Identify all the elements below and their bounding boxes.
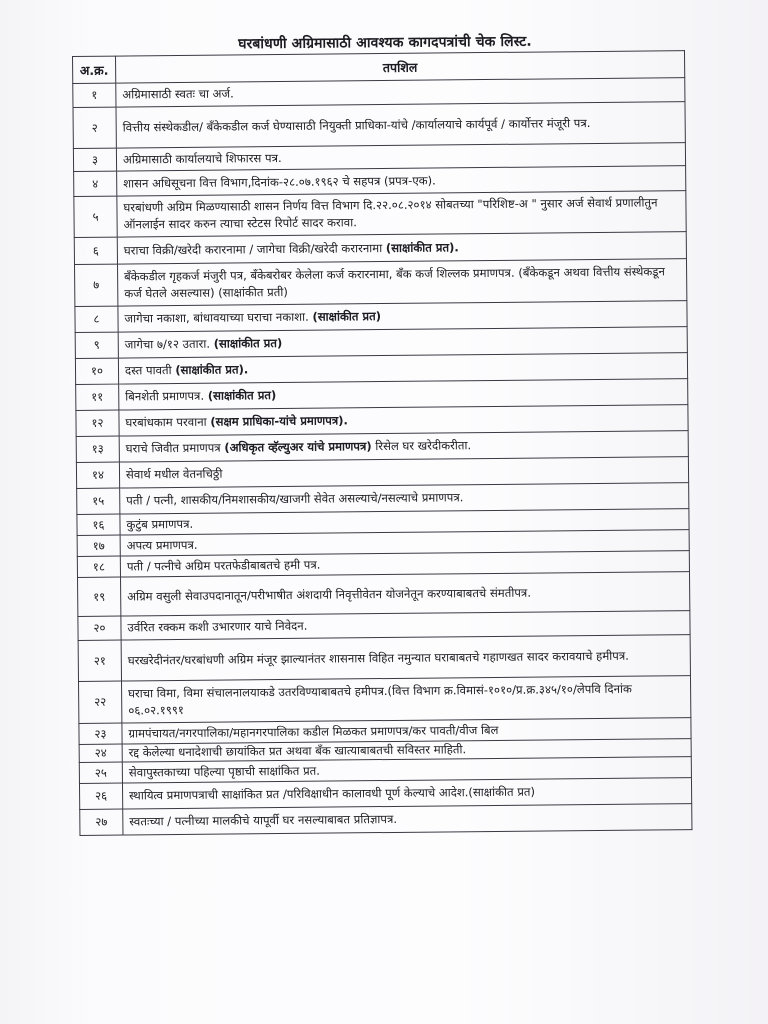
- table-row: [78, 572, 690, 617]
- table-row: [78, 635, 690, 682]
- row-serial-number: ६: [74, 237, 117, 264]
- row-serial-number: ३: [73, 148, 116, 171]
- row-serial-number: ९: [75, 332, 118, 358]
- row-attestation-note: (साक्षांकीत प्रत).: [385, 239, 459, 255]
- row-detail-text: शासन अधिसूचना वित्त विभाग,दिनांक-२८.०७.१९६२ चे सहपत्र (प्रपत्र-एक).: [123, 173, 436, 191]
- row-attestation-note: (साक्षांकीत प्रत): [207, 388, 277, 403]
- row-detail-text: बँकेकडील गृहकर्ज मंजुरी पत्र, बँकेबरोबर केलेला कर्ज करारनामा, बँक कर्ज शिल्लक प्रमाणपत्र. (बँकेकडून अथवा वित्तीय संस्थेकडून कर्ज घेतले असल्यास) (साक्षांकीत प्रती): [124, 263, 665, 301]
- row-detail-text: स्थायित्व प्रमाणपत्राची साक्षांकित प्रत /परिविक्षाधीन कालावधी पूर्ण केल्याचे आदेश.(साक्षांकीत प्रत): [129, 784, 536, 803]
- row-serial-number: १८: [77, 556, 120, 577]
- row-attestation-note: (अधिकृत व्हॅल्युअर यांचे प्रमाणपत्र): [224, 439, 372, 455]
- row-serial-number: १६: [77, 514, 120, 535]
- row-attestation-note: (साक्षांकीत प्रत): [312, 309, 382, 324]
- row-serial-number: २७: [80, 809, 123, 835]
- row-serial-number: १५: [77, 488, 120, 514]
- row-serial-number: २१: [78, 640, 121, 681]
- row-serial-number: ४: [74, 171, 117, 196]
- checklist-table: [72, 50, 692, 836]
- row-attestation-note: (साक्षांकीत प्रत).: [175, 362, 249, 378]
- table-row: [80, 804, 692, 836]
- row-detail-text: दस्त पावती: [124, 363, 172, 378]
- row-serial-number: १४: [76, 462, 119, 488]
- row-detail-text: घराचा विक्री/खरेदी करारनामा / जागेचा विक्री/खरेदी करारनामा: [123, 240, 383, 258]
- row-detail-text: जागेचा ७/१२ उतारा.: [124, 336, 211, 352]
- row-detail-text: अग्रिमासाठी स्वतः चा अर्ज.: [122, 86, 234, 102]
- row-detail-text: घराचा विमा, विमा संचालनालयाकडे उतरविण्याबाबतचे हमीपत्र.(वित्त विभाग क्र.विमासं-१०१०/प्र.क्र.३४५/१०/लेपवि दिनांक ०६.०२.१९९१: [128, 681, 632, 717]
- row-detail-text: घरखरेदीनंतर/घरबांधणी अग्रिम मंजूर झाल्यानंतर शासनास विहित नमुन्यात घराबाबतचे गहाणखत सादर करावयाचे हमीपत्र.: [127, 648, 629, 667]
- row-serial-number: २०: [78, 616, 121, 640]
- row-detail: [117, 259, 686, 306]
- row-serial-number: १: [73, 83, 116, 107]
- row-serial-number: ५: [74, 196, 117, 237]
- row-detail-text: ग्रामपंचायत/नगरपालिका/महानगरपालिका कडील मिळकत प्रमाणपत्र/कर पावती/वीज बिल: [128, 722, 499, 740]
- row-detail-text: अपत्य प्रमाणपत्र.: [126, 537, 198, 552]
- details-header: तपशिल: [116, 51, 685, 83]
- row-detail-text: उर्वरित रक्कम कशी उभारणार याचे निवेदन.: [127, 618, 308, 635]
- row-detail: [117, 191, 686, 237]
- page-title: घरबांधणी अग्रिमासाठी आवश्यक कागदपत्रांची चेक लिस्ट.: [238, 33, 532, 53]
- row-serial-number: २४: [79, 744, 122, 762]
- serial-number-header: अ.क्र.: [73, 56, 116, 83]
- row-detail-text: कुटुंब प्रमाणपत्र.: [126, 516, 194, 531]
- row-detail-text: रद्द केलेल्या धनादेशाची छायांकित प्रत अथवा बँक खात्याबाबतची सविस्तर माहिती.: [128, 742, 467, 760]
- row-detail-text: बिनशेती प्रमाणपत्र.: [125, 388, 205, 404]
- table-row: [73, 102, 685, 149]
- row-detail: [121, 572, 690, 616]
- row-detail-text: घराचे जिवीत प्रमाणपत्र: [125, 440, 221, 456]
- row-detail-text: वित्तीय संस्थेकडील/ बँकेकडील कर्ज घेण्यासाठी नियुक्ती प्राधिका-यांचे /कार्यालयाचे कार्यपूर्व / कार्योत्तर मंजूरी पत्र.: [122, 115, 591, 135]
- row-detail-text: अग्रिम वसुली सेवाउपदानातून/परीभाषीत अंशदायी निवृत्तीवेतन योजनेतून करण्याबाबतचे संमतीपत्र.: [127, 585, 532, 603]
- table-row: [79, 676, 691, 724]
- row-detail-text: सेवार्थ मधील वेतनचिठ्ठी: [125, 466, 223, 482]
- row-detail: [123, 804, 692, 835]
- row-serial-number: १९: [78, 577, 121, 616]
- row-detail-text: स्वतःच्या / पत्नीच्या मालकीचे यापूर्वी घर नसल्याबाबत प्रतिज्ञापत्र.: [129, 811, 398, 829]
- row-serial-number: ११: [76, 384, 119, 410]
- row-detail-text: जागेचा नकाशा, बांधावयाच्या घराचा नकाशा.: [124, 309, 309, 326]
- row-detail-text: सेवापुस्तकाच्या पहिल्या पृष्ठाची साक्षांकित प्रत.: [128, 763, 321, 779]
- row-detail-text: पती / पत्नीचे अग्रिम परतफेडीबाबतचे हमी पत्र.: [126, 557, 321, 573]
- row-detail: [116, 102, 685, 148]
- row-detail-suffix: रिसेल घर खरेदीकरीता.: [375, 438, 472, 454]
- table-row: [75, 259, 687, 307]
- row-detail-text: अग्रिमासाठी कार्यालयाचे शिफारस पत्र.: [122, 150, 282, 167]
- row-attestation-note: (साक्षांकीत प्रत): [213, 335, 283, 351]
- table-row: [74, 191, 686, 238]
- row-serial-number: १२: [76, 410, 119, 436]
- row-serial-number: ८: [75, 306, 118, 332]
- row-serial-number: १०: [75, 358, 118, 384]
- row-serial-number: १३: [76, 436, 119, 462]
- row-detail: [122, 676, 691, 723]
- row-serial-number: २२: [79, 681, 122, 723]
- row-serial-number: २५: [79, 762, 122, 783]
- row-detail: [121, 635, 690, 681]
- row-serial-number: २६: [79, 783, 122, 809]
- row-detail-text: घरबांधणी अग्रिम मिळण्यासाठी शासन निर्णय वित्त विभाग दि.२२.०८.२०१४ सोबतच्या "परिशिष्ट-अ " नुसार अर्ज सेवार्थ प्रणालीतुन ऑनलाईन सादर करुन त्याचा स्टेटस रिपोर्ट सादर करावा.: [123, 195, 658, 232]
- row-serial-number: १७: [77, 535, 120, 556]
- checklist-body: [73, 78, 692, 836]
- row-attestation-note: (सक्षम प्राधिका-यांचे प्रमाणपत्र).: [210, 413, 348, 429]
- row-detail-text: पती / पत्नी, शासकीय/निमशासकीय/खाजगी सेवेत असल्याचे/नसल्याचे प्रमाणपत्र.: [126, 490, 464, 508]
- row-serial-number: ७: [75, 264, 118, 306]
- row-detail-text: घरबांधकाम परवाना: [125, 414, 207, 430]
- row-serial-number: २३: [79, 723, 122, 744]
- row-serial-number: २: [73, 107, 116, 148]
